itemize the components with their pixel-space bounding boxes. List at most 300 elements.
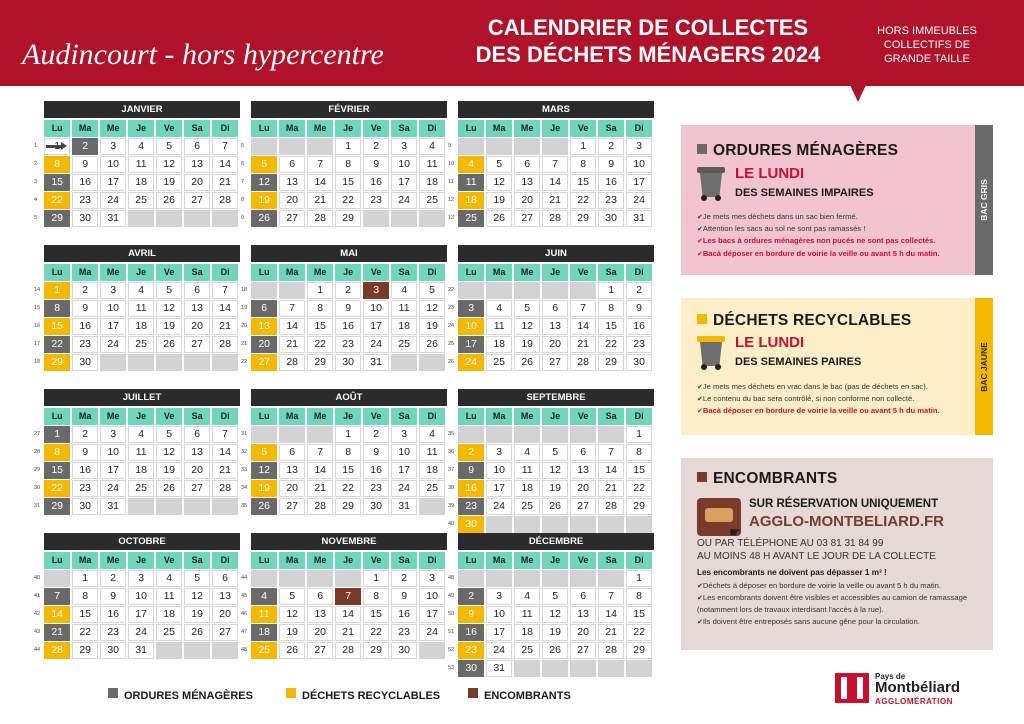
day-cell: 15 [307, 318, 333, 335]
day-cell: 3 [100, 138, 126, 155]
day-cell: 25 [486, 354, 512, 371]
panel-rec-note: ✔ Bacà déposer en bordure de voirie la veille ou avant 5 h du matin. [697, 405, 972, 417]
day-cell: 12 [156, 300, 182, 317]
empty-cell [251, 426, 277, 443]
day-cell: 21 [598, 624, 624, 641]
day-cell: 6 [184, 138, 210, 155]
day-cell: 2 [598, 138, 624, 155]
empty-cell [542, 570, 568, 587]
logo-line-3: AGGLOMÉRATION [875, 697, 953, 706]
week-row [241, 426, 447, 443]
day-cell: 6 [279, 156, 305, 173]
week-row [34, 192, 240, 209]
day-cell: 4 [514, 444, 540, 461]
day-cell: 28 [542, 210, 568, 227]
week-row [241, 336, 447, 353]
weekday-label: Di [626, 408, 652, 425]
empty-cell [570, 516, 596, 533]
day-cell: 8 [570, 156, 596, 173]
week-row [34, 318, 240, 335]
weekday-label: Me [307, 552, 333, 569]
day-cell: 16 [100, 606, 126, 623]
empty-cell [391, 210, 417, 227]
day-cell: 14 [307, 462, 333, 479]
day-cell: 25 [514, 642, 540, 659]
delay-text: AU MOINS 48 H AVANT LE JOUR DE LA COLLECTE [697, 551, 936, 562]
day-cell: 9 [335, 300, 361, 317]
day-cell-recyclables: 29 [44, 354, 70, 371]
day-cell-ordures: 15 [44, 462, 70, 479]
day-cell: 5 [156, 138, 182, 155]
panel-om-note: ✔ Bacà déposer en bordure de voirie la veille ou avant 5 h du matin. [697, 248, 972, 260]
day-cell: 2 [100, 570, 126, 587]
day-cell: 1 [335, 138, 361, 155]
day-cell: 31 [626, 210, 652, 227]
day-cell: 11 [514, 462, 540, 479]
day-cell: 27 [514, 210, 540, 227]
week-row [34, 642, 240, 659]
pointer-hand-icon: ☛ [729, 524, 742, 540]
empty-cell [279, 426, 305, 443]
day-cell: 13 [570, 462, 596, 479]
day-cell: 3 [128, 570, 154, 587]
week-row [241, 606, 447, 623]
day-cell: 21 [212, 318, 238, 335]
weekday-label: Sa [391, 408, 417, 425]
week-number: 25 [448, 341, 455, 347]
day-cell: 17 [100, 318, 126, 335]
empty-cell [419, 642, 445, 659]
weekday-label: Lu [44, 264, 70, 281]
day-cell: 1 [598, 282, 624, 299]
day-cell: 28 [307, 498, 333, 515]
week-row [448, 516, 654, 533]
day-cell: 31 [100, 498, 126, 515]
day-cell-ordures: 26 [251, 498, 277, 515]
day-cell: 4 [128, 426, 154, 443]
day-cell-ordures: 4 [251, 588, 277, 605]
weekday-label: Ve [570, 552, 596, 569]
day-cell: 1 [626, 570, 652, 587]
panel-om-note: ✔ Attention les sacs au sol ne sont pas ramassés ! [697, 223, 972, 235]
week-row [448, 444, 654, 461]
day-cell: 9 [72, 300, 98, 317]
day-cell-recyclables: 28 [44, 642, 70, 659]
day-cell: 17 [626, 174, 652, 191]
empty-cell [419, 498, 445, 515]
day-cell: 12 [486, 174, 512, 191]
empty-cell [251, 138, 277, 155]
day-cell: 11 [156, 588, 182, 605]
panel-om-notes [697, 211, 972, 260]
day-cell: 10 [100, 156, 126, 173]
month-10 [34, 533, 240, 659]
empty-cell [251, 570, 277, 587]
day-cell-recyclables: 5 [251, 156, 277, 173]
day-cell: 2 [335, 282, 361, 299]
day-cell: 23 [363, 480, 389, 497]
week-row [448, 138, 654, 155]
day-cell: 2 [626, 282, 652, 299]
day-cell: 7 [279, 300, 305, 317]
panel-om-note: ✔ Je mets mes déchets dans un sac bien fermé. [697, 211, 972, 223]
empty-cell [542, 660, 568, 677]
week-number: 47 [241, 629, 248, 635]
panel-rec-notes [697, 381, 972, 418]
day-cell: 12 [514, 318, 540, 335]
empty-cell [184, 498, 210, 515]
day-cell: 18 [391, 318, 417, 335]
day-cell: 28 [598, 498, 624, 515]
empty-cell [514, 282, 540, 299]
week-number: 18 [241, 287, 248, 293]
day-cell: 19 [156, 318, 182, 335]
day-cell-encombrants: 3 [363, 282, 389, 299]
day-cell: 26 [156, 336, 182, 353]
week-number: 38 [448, 485, 455, 491]
empty-cell [598, 570, 624, 587]
week-row [34, 300, 240, 317]
week-number: 31 [241, 431, 248, 437]
day-cell: 26 [486, 210, 512, 227]
weekday-label: Lu [458, 264, 484, 281]
day-cell-ordures: 2 [72, 138, 98, 155]
week-row [448, 624, 654, 641]
month-name: JANVIER [44, 101, 240, 118]
week-number: 53 [448, 665, 455, 671]
weekday-label: Me [100, 552, 126, 569]
title-line-2: DES DÉCHETS MÉNAGERS 2024 [475, 42, 821, 67]
yellow-bin-icon [697, 336, 725, 370]
day-cell: 10 [100, 444, 126, 461]
weekday-label: Je [542, 264, 568, 281]
day-cell: 30 [626, 354, 652, 371]
day-cell-ordures: 21 [44, 624, 70, 641]
day-cell: 6 [184, 426, 210, 443]
month-name: JUIN [458, 245, 654, 262]
day-cell: 6 [212, 570, 238, 587]
week-row [448, 660, 654, 677]
day-cell: 23 [100, 624, 126, 641]
week-row [448, 462, 654, 479]
week-row [34, 426, 240, 443]
day-cell: 23 [391, 624, 417, 641]
empty-cell [212, 642, 238, 659]
week-row [448, 570, 654, 587]
day-cell: 3 [486, 444, 512, 461]
day-cell: 21 [279, 336, 305, 353]
week-row [34, 174, 240, 191]
weekday-label: Ma [486, 120, 512, 137]
panel-enc-title [697, 470, 837, 488]
day-cell-recyclables: 24 [458, 354, 484, 371]
day-cell: 21 [307, 480, 333, 497]
empty-cell [128, 210, 154, 227]
day-cell: 29 [363, 642, 389, 659]
panel-rec-note: ✔ Je mets mes déchets en vrac dans le bac (pas de déchets en sac). [697, 381, 972, 393]
day-cell: 6 [514, 156, 540, 173]
week-number: 19 [241, 305, 248, 311]
day-cell: 9 [363, 156, 389, 173]
empty-cell [570, 426, 596, 443]
agglo-website-link[interactable]: AGGLO-MONTBELIARD.FR [749, 513, 944, 530]
weekday-label: Sa [184, 408, 210, 425]
month-name: DÉCEMBRE [458, 533, 654, 550]
day-cell: 20 [279, 480, 305, 497]
day-cell-recyclables: 9 [458, 606, 484, 623]
weekday-label: Ve [570, 408, 596, 425]
day-cell-recyclables: 25 [251, 642, 277, 659]
day-cell: 1 [307, 282, 333, 299]
week-row [241, 300, 447, 317]
day-cell: 7 [307, 156, 333, 173]
day-cell: 14 [279, 318, 305, 335]
grey-bin-icon [697, 167, 725, 201]
day-cell: 19 [486, 192, 512, 209]
week-number: 49 [448, 593, 455, 599]
week-number: 30 [34, 485, 41, 491]
day-cell: 20 [570, 480, 596, 497]
week-number: 43 [34, 629, 41, 635]
day-cell: 13 [570, 606, 596, 623]
empty-cell [486, 516, 512, 533]
day-cell: 22 [335, 192, 361, 209]
day-cell: 19 [279, 624, 305, 641]
panel-encombrants [681, 458, 993, 650]
empty-cell [419, 354, 445, 371]
day-cell: 29 [335, 210, 361, 227]
week-number: 28 [34, 449, 41, 455]
week-number: 27 [34, 431, 41, 437]
empty-cell [335, 570, 361, 587]
weekday-header [44, 120, 240, 137]
day-cell: 4 [156, 570, 182, 587]
day-cell: 8 [363, 588, 389, 605]
day-cell-ordures: 17 [458, 336, 484, 353]
day-cell: 2 [363, 138, 389, 155]
week-row [241, 282, 447, 299]
main-title [448, 14, 848, 68]
day-cell: 11 [486, 318, 512, 335]
sofa-icon [697, 498, 742, 540]
day-cell: 16 [72, 462, 98, 479]
week-number: 21 [241, 341, 248, 347]
month-name: JUILLET [44, 389, 240, 406]
day-cell: 18 [419, 174, 445, 191]
day-cell-recyclables: 19 [251, 192, 277, 209]
day-cell: 17 [100, 174, 126, 191]
day-cell: 1 [570, 138, 596, 155]
day-cell: 23 [72, 336, 98, 353]
panel-enc-note: ✔ Ils doivent être entreposés sans aucune gêne pour la circulation. [697, 616, 987, 628]
legend-brown-square-icon [468, 688, 478, 698]
day-cell: 14 [598, 606, 624, 623]
day-cell: 8 [335, 156, 361, 173]
day-cell: 22 [626, 624, 652, 641]
day-cell: 9 [100, 588, 126, 605]
day-cell: 18 [156, 606, 182, 623]
day-cell: 1 [363, 570, 389, 587]
day-cell-ordures: 22 [44, 336, 70, 353]
weekday-label: Lu [44, 408, 70, 425]
panel-rec-title-text: DÉCHETS RECYCLABLES [713, 312, 912, 329]
day-cell: 28 [212, 336, 238, 353]
empty-cell [419, 210, 445, 227]
weekday-label: Di [626, 120, 652, 137]
day-cell: 27 [279, 498, 305, 515]
week-row [34, 462, 240, 479]
yellow-square-icon [697, 314, 707, 324]
day-cell: 15 [570, 174, 596, 191]
day-cell: 30 [363, 498, 389, 515]
day-cell: 26 [279, 642, 305, 659]
week-row [448, 642, 654, 659]
week-number: 1 [34, 143, 38, 149]
day-cell: 26 [542, 642, 568, 659]
day-cell: 15 [335, 174, 361, 191]
day-cell: 28 [212, 192, 238, 209]
week-row [241, 642, 447, 659]
reservation-text: SUR RÉSERVATION UNIQUEMENT [749, 498, 939, 510]
phone-text: OU PAR TÉLÉPHONE AU 03 81 31 84 99 [697, 538, 884, 549]
empty-cell [458, 138, 484, 155]
day-cell: 25 [391, 336, 417, 353]
day-cell: 4 [128, 282, 154, 299]
week-number: 34 [241, 485, 248, 491]
month-1 [34, 101, 240, 227]
day-cell: 9 [598, 156, 624, 173]
week-row [241, 480, 447, 497]
day-cell: 28 [307, 210, 333, 227]
week-row [34, 282, 240, 299]
day-cell: 15 [598, 318, 624, 335]
week-row [34, 498, 240, 515]
day-cell: 7 [212, 138, 238, 155]
weekday-label: Di [626, 264, 652, 281]
panel-om-note: ✔ Les bacs à ordures ménagères non pucés ne sont pas collectés. [697, 235, 972, 247]
week-row [34, 480, 240, 497]
day-cell: 20 [184, 318, 210, 335]
day-cell-ordures: 30 [458, 660, 484, 677]
legend-ordures [108, 688, 253, 702]
empty-cell [307, 138, 333, 155]
day-cell: 28 [212, 480, 238, 497]
week-row [448, 210, 654, 227]
day-cell: 2 [72, 426, 98, 443]
weekday-label: Ma [72, 408, 98, 425]
day-cell: 27 [184, 192, 210, 209]
legend-recyclables [286, 688, 440, 702]
weekday-label: Di [212, 264, 238, 281]
week-row [34, 588, 240, 605]
day-cell: 26 [184, 624, 210, 641]
weekday-label: Ma [279, 264, 305, 281]
day-cell: 17 [100, 462, 126, 479]
day-cell: 20 [184, 174, 210, 191]
week-number: 10 [448, 161, 455, 167]
weekday-label: Lu [251, 264, 277, 281]
day-cell: 3 [391, 138, 417, 155]
week-number: 37 [448, 467, 455, 473]
day-cell: 16 [363, 174, 389, 191]
empty-cell [542, 282, 568, 299]
legend-ordures-label: ORDURES MÉNAGÈRES [124, 690, 253, 702]
weekday-label: Ma [72, 552, 98, 569]
day-cell: 19 [184, 606, 210, 623]
weekday-header [251, 552, 447, 569]
day-cell: 7 [598, 444, 624, 461]
day-cell: 21 [307, 192, 333, 209]
day-cell: 30 [335, 354, 361, 371]
day-cell: 22 [598, 336, 624, 353]
empty-cell [626, 516, 652, 533]
day-cell: 24 [391, 192, 417, 209]
day-cell: 6 [184, 282, 210, 299]
day-cell-recyclables: 11 [251, 606, 277, 623]
weekday-label: Sa [598, 408, 624, 425]
week-row [448, 300, 654, 317]
weekday-header [44, 264, 240, 281]
day-cell: 26 [156, 480, 182, 497]
day-cell: 6 [542, 300, 568, 317]
day-cell-recyclables: 13 [251, 318, 277, 335]
weekday-label: Me [514, 120, 540, 137]
day-cell: 29 [335, 498, 361, 515]
day-cell: 11 [514, 606, 540, 623]
panel-ordures-menageres [681, 125, 993, 275]
day-cell-recyclables: 27 [251, 354, 277, 371]
day-cell: 28 [598, 642, 624, 659]
day-cell: 7 [212, 426, 238, 443]
week-number: 7 [241, 179, 245, 185]
empty-cell [100, 354, 126, 371]
week-row [241, 138, 447, 155]
weekday-label: Je [128, 120, 154, 137]
day-cell-ordures: 18 [251, 624, 277, 641]
empty-cell [570, 570, 596, 587]
month-name: SEPTEMBRE [458, 389, 654, 406]
month-12 [448, 533, 654, 677]
week-number: 52 [448, 647, 455, 653]
month-name: AOÛT [251, 389, 447, 406]
week-row [241, 444, 447, 461]
day-cell: 12 [184, 588, 210, 605]
bac-gris-label: BAC GRIS [979, 179, 989, 221]
day-cell-encombrants: 7 [335, 588, 361, 605]
day-cell: 8 [72, 588, 98, 605]
empty-cell [363, 210, 389, 227]
week-number: 9 [448, 143, 452, 149]
day-cell: 4 [486, 300, 512, 317]
week-number: 35 [448, 431, 455, 437]
empty-cell [542, 426, 568, 443]
arrow-right-icon [46, 145, 62, 148]
week-number: 29 [34, 467, 41, 473]
weekday-label: Ve [156, 264, 182, 281]
day-cell: 1 [626, 426, 652, 443]
weekday-header [44, 408, 240, 425]
weekday-label: Di [419, 552, 445, 569]
day-cell: 30 [72, 498, 98, 515]
empty-cell [156, 498, 182, 515]
day-cell: 21 [542, 192, 568, 209]
empty-cell [486, 570, 512, 587]
week-number: 40 [448, 521, 455, 527]
day-cell: 5 [184, 570, 210, 587]
day-cell: 15 [626, 462, 652, 479]
month-5 [241, 245, 447, 371]
weekday-label: Me [514, 552, 540, 569]
